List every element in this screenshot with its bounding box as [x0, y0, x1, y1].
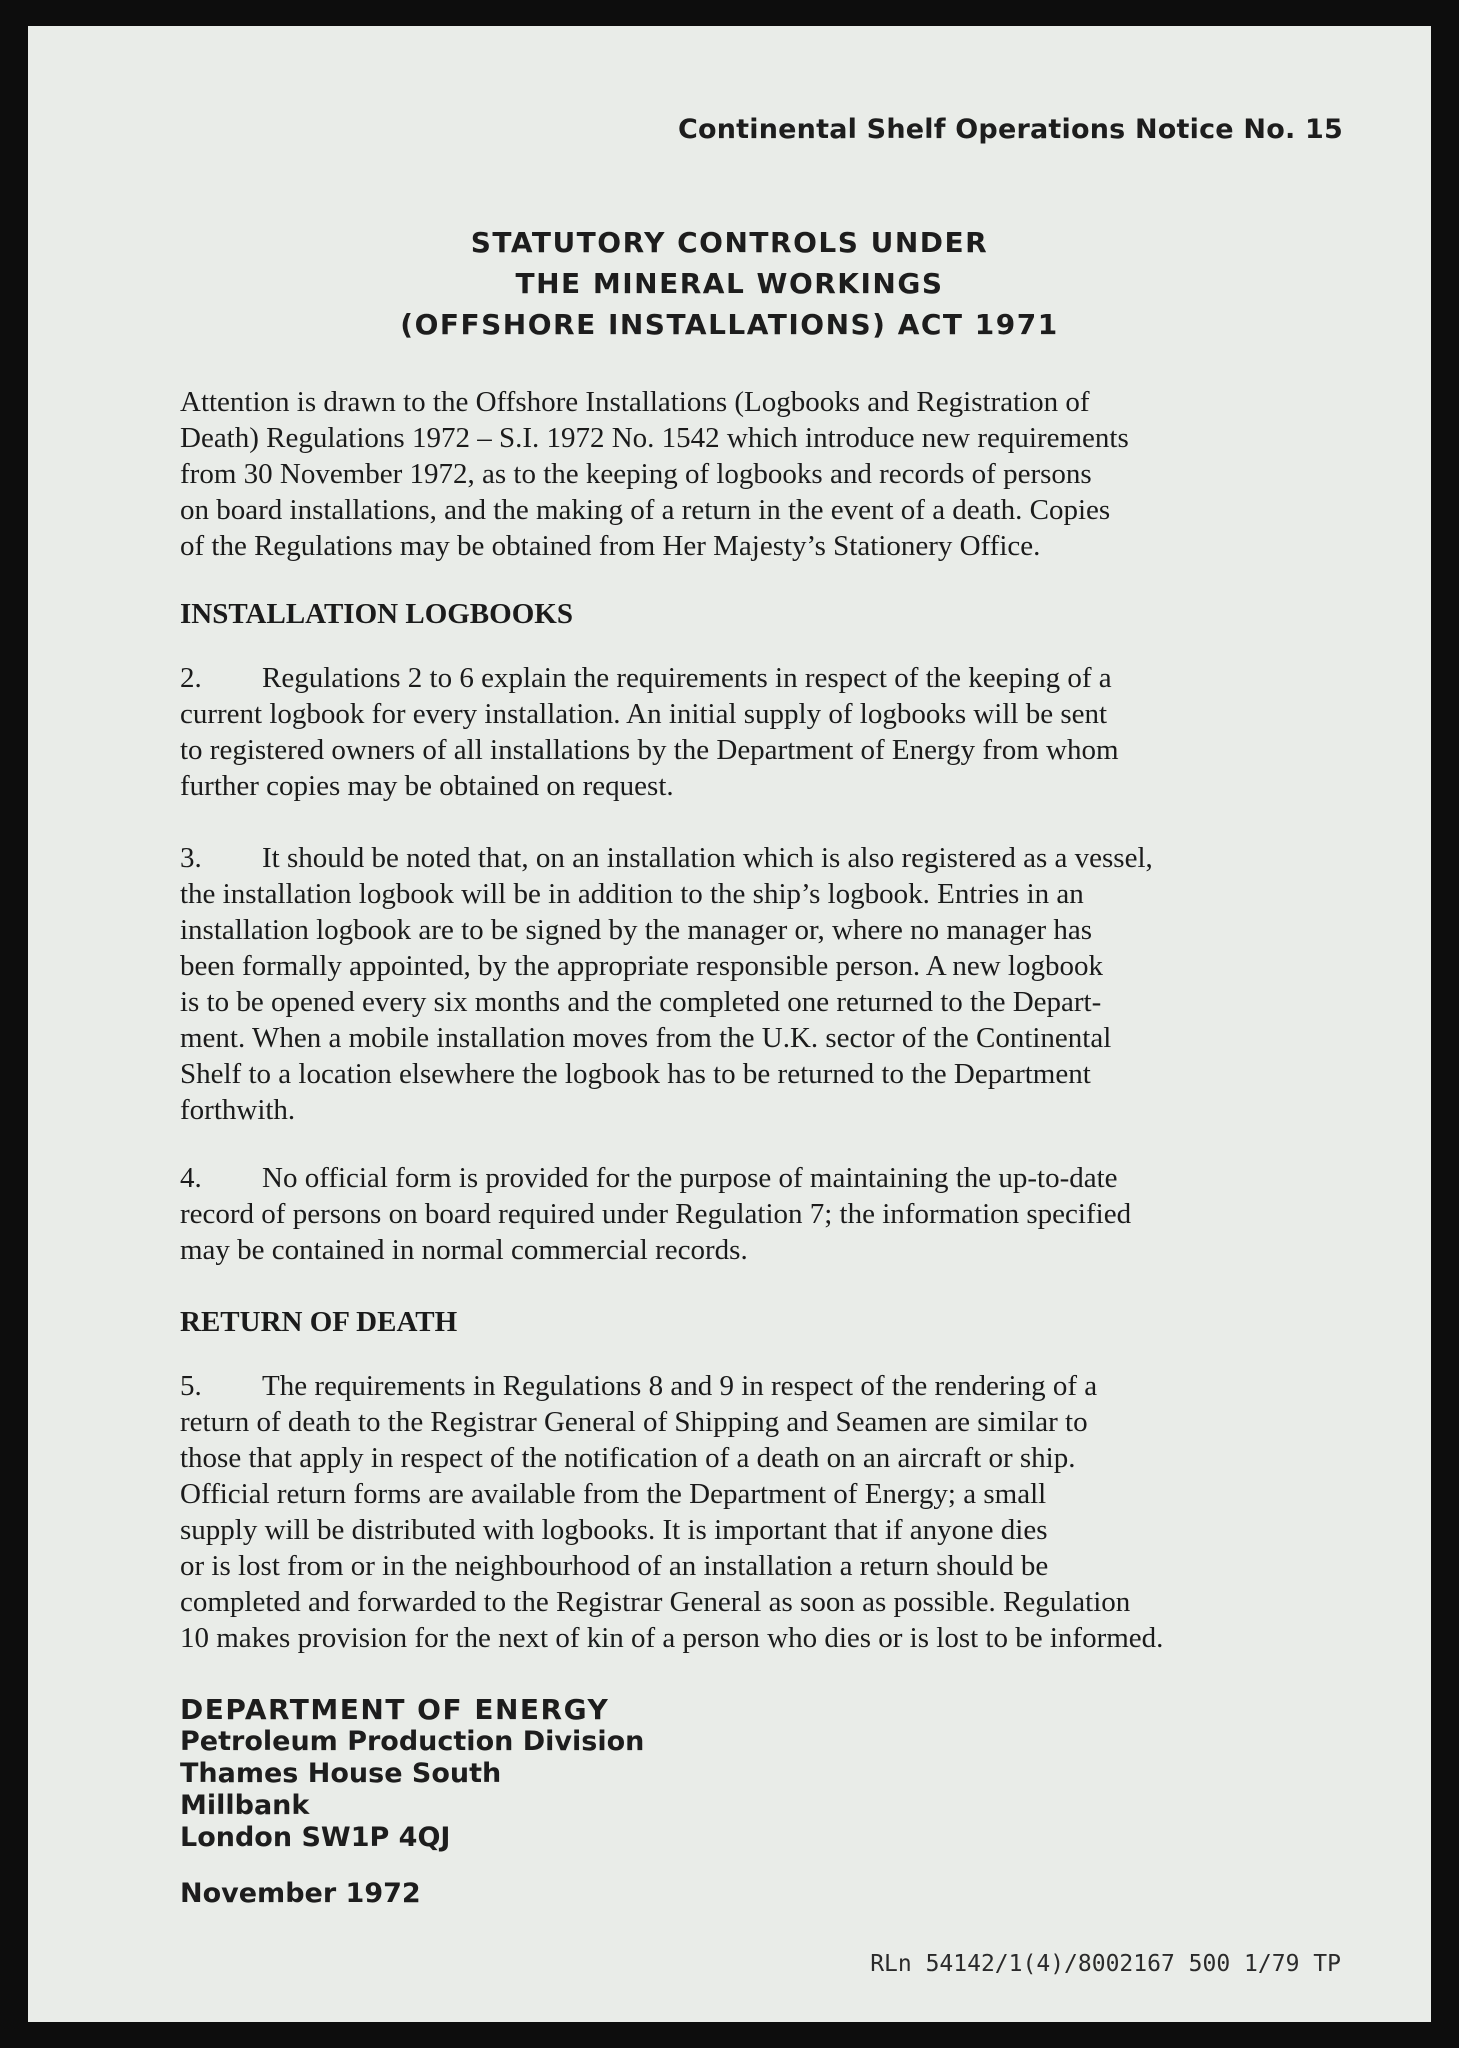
- text-line: is to be opened every six months and the completed one returned to the Depart-: [180, 986, 1102, 1018]
- text-line: completed and forwarded to the Registrar General as soon as possible. Regulation: [180, 1586, 1131, 1618]
- text-line: been formally appointed, by the appropriate responsible person. A new logbook: [180, 950, 1103, 982]
- address-line: London SW1P 4QJ: [180, 1822, 451, 1853]
- text-line: Attention is drawn to the Offshore Installations (Logbooks and Registration of: [180, 386, 1090, 418]
- reference-code: RLn 54142/1(4)/8002167 500 1/79 TP: [870, 1951, 1341, 1977]
- intro-paragraph: [180, 384, 1395, 564]
- text-line: the installation logbook will be in addition to the ship’s logbook. Entries in an: [180, 878, 1084, 910]
- paragraph-number: 3.: [180, 842, 202, 874]
- text-line: ment. When a mobile installation moves from the U.K. sector of the Continental: [180, 1022, 1112, 1054]
- address-line: Millbank: [180, 1790, 310, 1821]
- address-line: DEPARTMENT OF ENERGY: [180, 1693, 610, 1726]
- text-line: 10 makes provision for the next of kin of a person who dies or is lost to be informed.: [180, 1622, 1164, 1654]
- text-line: further copies may be obtained on request.: [180, 770, 674, 802]
- text-line: Official return forms are available from the Department of Energy; a small: [180, 1478, 1047, 1510]
- address-line: Petroleum Production Division: [180, 1726, 645, 1757]
- paragraph-3: [180, 840, 1395, 1128]
- paragraph-number: 5.: [180, 1370, 202, 1402]
- section-heading-return-of-death: RETURN OF DEATH: [180, 1306, 458, 1338]
- text-line: forthwith.: [180, 1094, 296, 1126]
- title-line: (OFFSHORE INSTALLATIONS) ACT 1971: [400, 308, 1059, 341]
- text-line: those that apply in respect of the notification of a death on an aircraft or ship.: [180, 1442, 1076, 1474]
- text-line: The requirements in Regulations 8 and 9 in respect of the rendering of a: [262, 1370, 1098, 1402]
- text-line: on board installations, and the making of a return in the event of a death. Copies: [180, 494, 1111, 526]
- paragraph-5: [180, 1368, 1395, 1656]
- text-line: return of death to the Registrar General of Shipping and Seamen are similar to: [180, 1406, 1088, 1438]
- title-line: THE MINERAL WORKINGS: [515, 267, 944, 300]
- text-line: Death) Regulations 1972 – S.I. 1972 No. 1542 which introduce new requirements: [180, 422, 1129, 454]
- text-line: may be contained in normal commercial records.: [180, 1234, 748, 1266]
- text-line: or is lost from or in the neighbourhood of an installation a return should be: [180, 1550, 1049, 1582]
- text-line: Shelf to a location elsewhere the logbook has to be returned to the Department: [180, 1058, 1091, 1090]
- address-line: Thames House South: [180, 1758, 502, 1789]
- notice-header: Continental Shelf Operations Notice No. 15: [678, 114, 1343, 145]
- section-heading-logbooks: INSTALLATION LOGBOOKS: [180, 598, 573, 630]
- text-line: record of persons on board required under Regulation 7; the information specified: [180, 1198, 1132, 1230]
- address-block: [180, 1694, 644, 1854]
- text-line: supply will be distributed with logbooks. It is important that if anyone dies: [180, 1514, 1048, 1546]
- document-date: November 1972: [180, 1878, 421, 1909]
- text-line: No official form is provided for the purpose of maintaining the up-to-date: [262, 1162, 1118, 1194]
- text-line: Regulations 2 to 6 explain the requirements in respect of the keeping of a: [262, 662, 1112, 694]
- text-line: current logbook for every installation. An initial supply of logbooks will be sent: [180, 698, 1108, 730]
- text-line: installation logbook are to be signed by the manager or, where no manager has: [180, 914, 1093, 946]
- document-title: [28, 222, 1431, 345]
- text-line: from 30 November 1972, as to the keeping of logbooks and records of persons: [180, 458, 1092, 490]
- paragraph-number: 2.: [180, 662, 202, 694]
- text-line: to registered owners of all installations by the Department of Energy from whom: [180, 734, 1119, 766]
- title-line: STATUTORY CONTROLS UNDER: [470, 226, 989, 259]
- paragraph-2: [180, 660, 1395, 804]
- paragraph-4: [180, 1160, 1395, 1268]
- text-line: It should be noted that, on an installation which is also registered as a vessel,: [262, 842, 1153, 874]
- paragraph-number: 4.: [180, 1162, 202, 1194]
- text-line: of the Regulations may be obtained from Her Majesty’s Stationery Office.: [180, 530, 1041, 562]
- document-page: [28, 26, 1431, 2022]
